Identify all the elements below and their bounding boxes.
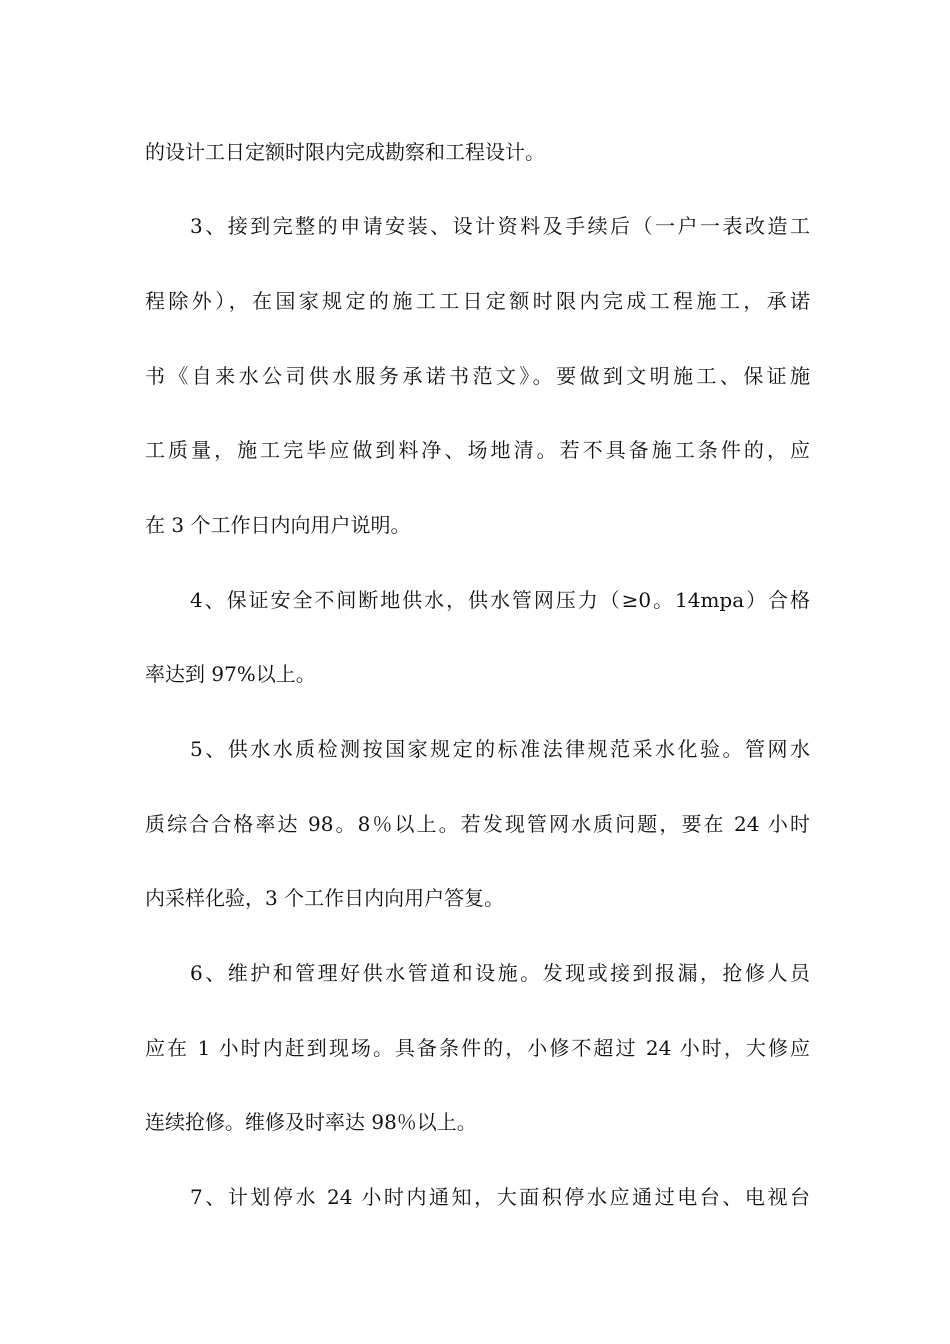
text-line: 6、维护和管理好供水管道和设施。发现或接到报漏，抢修人员 [190, 961, 810, 985]
text-line: 3、接到完整的申请安装、设计资料及手续后（一户一表改造工 [190, 214, 810, 238]
text-line: 率达到 97%以上。 [145, 662, 316, 686]
text-line: 7、计划停水 24 小时内通知，大面积停水应通过电台、电视台 [190, 1185, 810, 1209]
text-line: 内采样化验，3 个工作日内向用户答复。 [145, 886, 505, 910]
text-line: 5、供水水质检测按国家规定的标准法律规范采水化验。管网水 [190, 737, 810, 761]
text-line: 连续抢修。维修及时率达 98％以上。 [145, 1110, 477, 1134]
text-line: 书《自来水公司供水服务承诺书范文》。要做到文明施工、保证施 [145, 364, 810, 388]
text-line: 质综合合格率达 98。8％以上。若发现管网水质问题，要在 24 小时 [145, 812, 810, 836]
text-line: 在 3 个工作日内向用户说明。 [145, 513, 411, 537]
text-line: 应在 1 小时内赶到现场。具备条件的，小修不超过 24 小时，大修应 [145, 1036, 810, 1060]
text-line: 工质量，施工完毕应做到料净、场地清。若不具备施工条件的，应 [145, 438, 810, 462]
text-line: 的设计工日定额时限内完成勘察和工程设计。 [145, 140, 545, 164]
text-line: 程除外），在国家规定的施工工日定额时限内完成工程施工，承诺 [145, 289, 810, 313]
text-line: 4、保证安全不间断地供水，供水管网压力（≥0。14mpa）合格 [190, 588, 810, 612]
